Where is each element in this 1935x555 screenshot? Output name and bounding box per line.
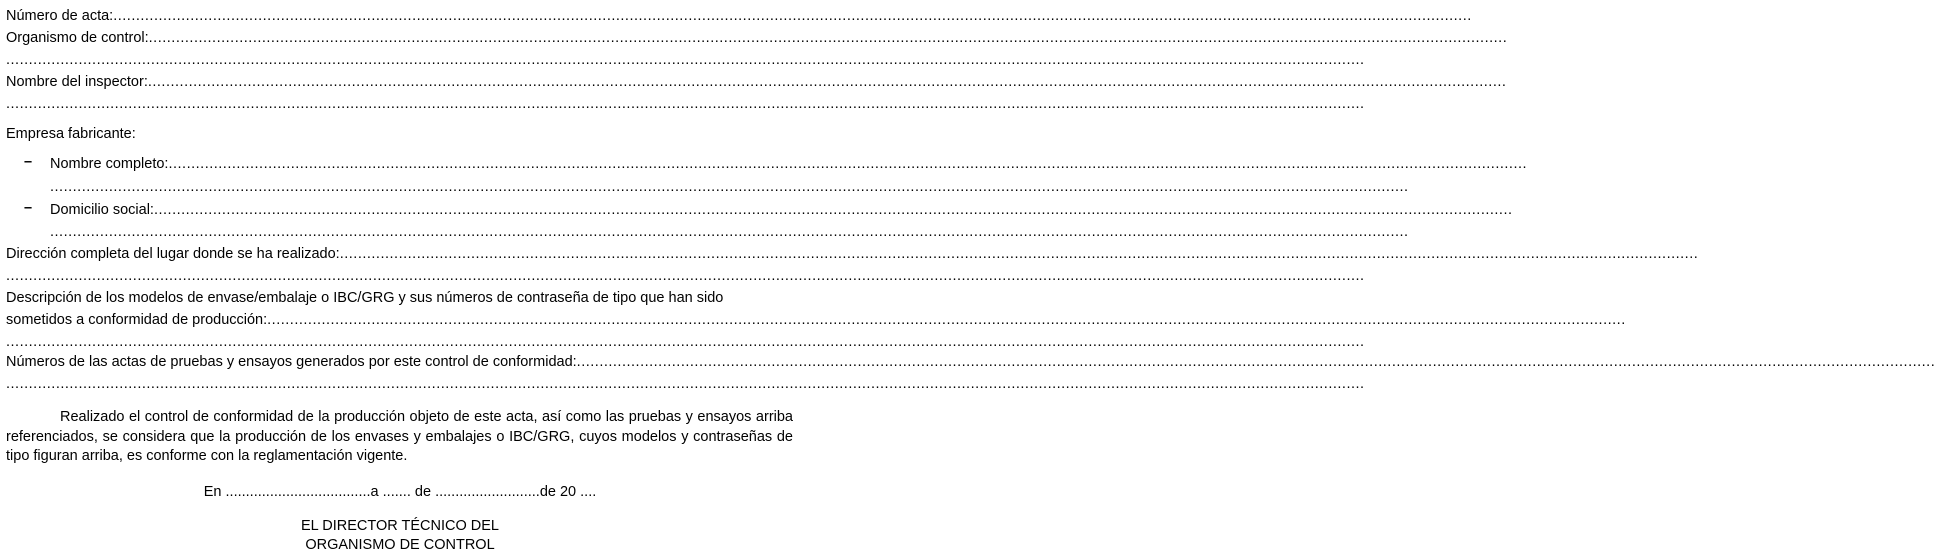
continuation-line (6, 374, 1365, 394)
continuation-line (6, 332, 1365, 352)
field-label: Dirección completa del lugar donde se ha realizado: (6, 246, 340, 262)
signature-line-1: EL DIRECTOR TÉCNICO DEL (301, 518, 499, 534)
field-label: Nombre completo: (50, 156, 169, 172)
continuation-line (50, 177, 1409, 197)
date-line (0, 482, 800, 502)
field-label: Domicilio social: (50, 202, 154, 218)
fill-line[interactable]: ............................................................................................................................................................................................................................................................................................................ (6, 376, 1365, 392)
fill-line[interactable]: ............................................................................................................................................................................................................................................................................................................ (6, 96, 1365, 112)
place-fill[interactable]: .................................... (225, 484, 371, 500)
fill-line[interactable]: ............................................................................................................................................................................................................................................................................................................ (339, 246, 1699, 262)
fill-line[interactable]: ............................................................................................................................................................................................................................................................................................................ (147, 74, 1507, 90)
month-fill[interactable]: .......................... (435, 484, 540, 500)
fill-line[interactable]: ............................................................................................................................................................................................................................................................................................................ (113, 8, 1472, 24)
section-label: Empresa fabricante: (6, 126, 136, 142)
field-label: Nombre del inspector: (6, 74, 148, 90)
fill-line[interactable]: ............................................................................................................................................................................................................................................................................................................ (576, 354, 1935, 370)
field-nombre-completo (50, 154, 1528, 174)
dash-bullet: – (24, 200, 33, 216)
field-inspector (6, 72, 1507, 92)
section-empresa (6, 124, 792, 144)
year-fill[interactable]: .... (580, 484, 597, 500)
fill-line[interactable]: ............................................................................................................................................................................................................................................................................................................ (6, 268, 1365, 284)
fill-line[interactable]: ............................................................................................................................................................................................................................................................................................................ (168, 156, 1528, 172)
date-de2: de 20 (539, 484, 577, 500)
field-label: sometidos a conformidad de producción: (6, 312, 268, 328)
field-numero-acta (6, 6, 1472, 26)
field-direccion (6, 244, 1699, 264)
field-organismo (6, 28, 1508, 48)
dash-bullet: – (24, 154, 33, 170)
signature-line-2: ORGANISMO DE CONTROL (305, 537, 495, 553)
fill-line[interactable]: ............................................................................................................................................................................................................................................................................................................ (267, 312, 1626, 328)
date-a: a (370, 484, 379, 500)
field-descripcion (6, 288, 792, 308)
continuation-line (6, 94, 1365, 114)
field-label: Números de las actas de pruebas y ensayos generados por este control de conformidad: (6, 354, 577, 370)
date-en: En (203, 484, 222, 500)
field-label: Número de acta: (6, 8, 114, 24)
fill-line[interactable]: ............................................................................................................................................................................................................................................................................................................ (153, 202, 1513, 218)
field-descripcion-cont (6, 310, 1626, 330)
field-label: Descripción de los modelos de envase/embalaje o IBC/GRG y sus números de contraseña de tipo que han sido (6, 290, 724, 306)
day-fill[interactable]: ....... (382, 484, 411, 500)
field-domicilio (50, 200, 1513, 220)
field-numeros-actas (6, 352, 1935, 372)
continuation-line (6, 50, 1365, 70)
fill-line[interactable]: ............................................................................................................................................................................................................................................................................................................ (6, 334, 1365, 350)
field-label: Organismo de control: (6, 30, 149, 46)
fill-line[interactable]: ............................................................................................................................................................................................................................................................................................................ (6, 52, 1365, 68)
continuation-line (50, 222, 1409, 242)
fill-line[interactable]: ............................................................................................................................................................................................................................................................................................................ (50, 224, 1409, 240)
fill-line[interactable]: ............................................................................................................................................................................................................................................................................................................ (50, 179, 1409, 195)
date-de1: de (414, 484, 432, 500)
conformity-paragraph: Realizado el control de conformidad de la producción objeto de este acta, así como las pruebas y ensayos arriba referenciados, se considera que la producción de los envases y embalajes o IBC/GRG, cuyos modelos y contraseñas de tipo figuran arriba, es conforme con la reglamentación vigente. (6, 409, 793, 464)
continuation-line (6, 266, 1365, 286)
fill-line[interactable]: ............................................................................................................................................................................................................................................................................................................ (148, 30, 1508, 46)
